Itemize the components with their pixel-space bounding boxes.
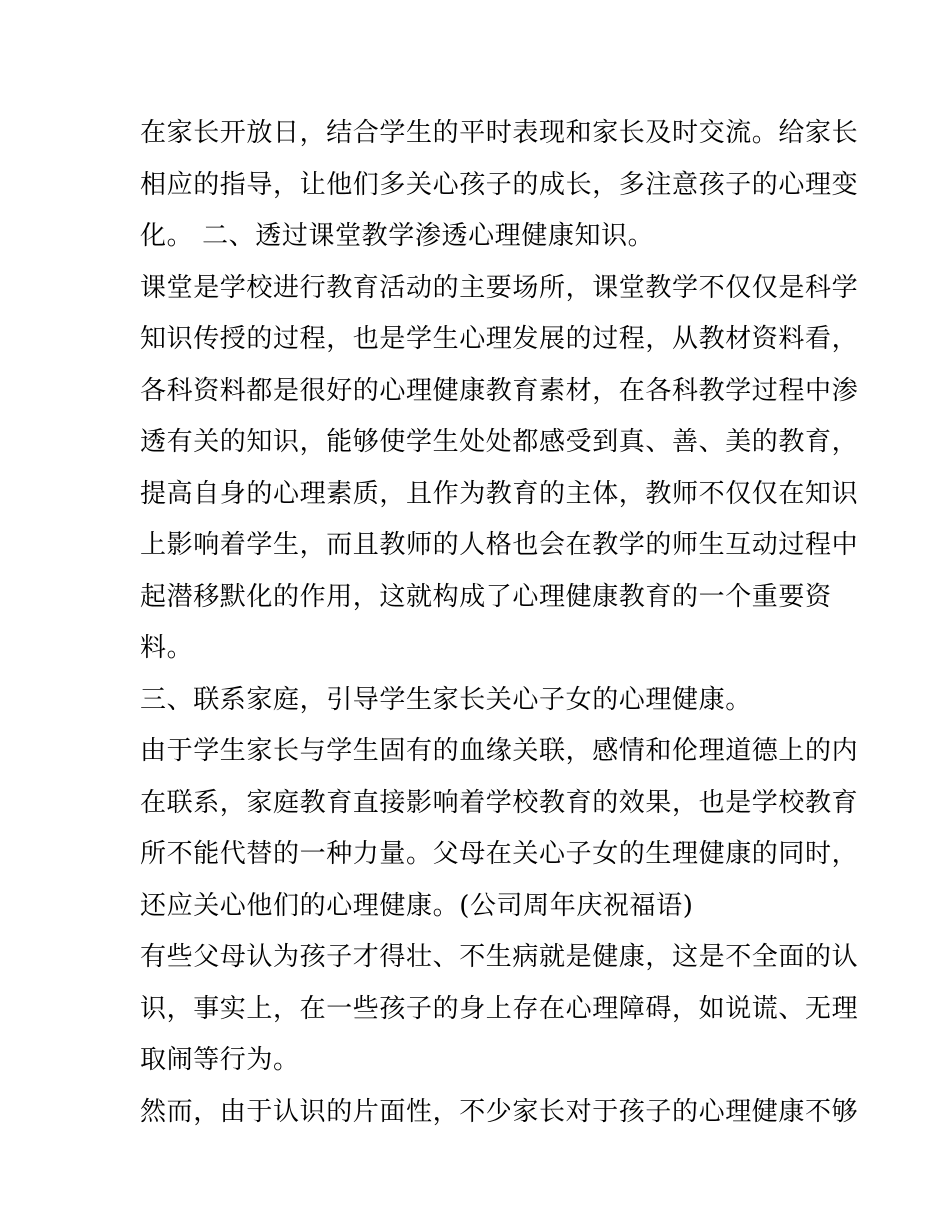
text-line: 课堂是学校进行教育活动的主要场所，课堂教学不仅仅是科学 [140,272,859,303]
text-line: 由于学生家长与学生固有的血缘关联，感情和伦理道德上的内 [140,736,859,766]
text-line: 知识传授的过程，也是学生心理发展的过程，从教材资料看， [140,324,859,354]
text-line: 相应的指导，让他们多关心孩子的成长，多注意孩子的心理变 [140,169,859,200]
text-line: 料。 [140,633,194,663]
text-line: 然而，由于认识的片面性，不少家长对于孩子的心理健康不够 [140,1096,859,1127]
text-line: 化。 二、透过课堂教学渗透心理健康知识。 [140,221,655,251]
text-line: 提高自身的心理素质，且作为教育的主体，教师不仅仅在知识 [140,478,859,509]
text-line: 识，事实上，在一些孩子的身上存在心理障碍，如说谎、无理 [140,993,859,1024]
document-body [140,108,859,1138]
text-line: 在家长开放日，结合学生的平时表现和家长及时交流。给家长 [140,118,859,148]
text-line: 取闹等行为。 [140,1045,300,1075]
text-line: 三、联系家庭，引导学生家长关心子女的心理健康。 [140,684,752,715]
text-line: 还应关心他们的心理健康。(公司周年庆祝福语) [140,890,694,921]
text-line: 有些父母认为孩子才得壮、不生病就是健康，这是不全面的认 [140,942,859,972]
text-line: 透有关的知识，能够使学生处处都感受到真、善、美的教育， [140,427,859,457]
text-line: 所不能代替的一种力量。父母在关心子女的生理健康的同时， [140,839,859,869]
text-line: 起潜移默化的作用，这就构成了心理健康教育的一个重要资 [140,581,832,612]
text-line: 各科资料都是很好的心理健康教育素材，在各科教学过程中渗 [140,375,859,406]
text-line: 在联系，家庭教育直接影响着学校教育的效果，也是学校教育 [140,787,859,818]
text-line: 上影响着学生，而且教师的人格也会在教学的师生互动过程中 [140,530,859,560]
